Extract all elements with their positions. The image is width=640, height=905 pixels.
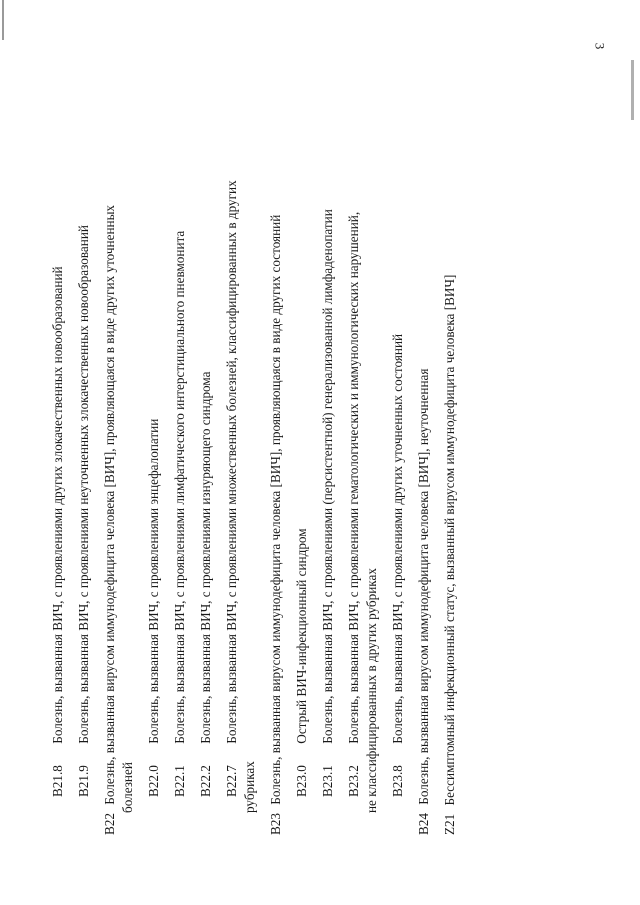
- item-text: Болезнь, вызванная ВИЧ, с проявлениями изнуряющего синдрома: [198, 371, 213, 744]
- item-code: B22: [102, 813, 117, 835]
- list-item: [294, 528, 310, 797]
- code-list: [50, 35, 520, 835]
- list-item: [442, 275, 458, 835]
- list-item: [268, 215, 284, 835]
- list-item: [346, 212, 362, 797]
- page-number: 3: [592, 42, 608, 50]
- item-text: Бессимптомный инфекционный статус, вызванный вирусом иммунодефицита человека [ВИЧ]: [442, 274, 457, 806]
- item-code: Z21: [442, 813, 457, 835]
- item-code: B21.8: [50, 765, 65, 797]
- list-item: [50, 266, 66, 797]
- item-code: B22.1: [172, 765, 187, 797]
- item-text: Болезнь, вызванная ВИЧ, с проявлениями других уточненных состояний: [390, 333, 405, 744]
- scan-edge-mark: [631, 60, 634, 120]
- item-code: B23: [268, 813, 283, 835]
- list-item-continuation: [242, 761, 258, 813]
- item-text: Болезнь, вызванная вирусом иммунодефицита человека [ВИЧ], проявляющаяся в виде других состояний: [268, 214, 283, 805]
- scan-edge-mark: [2, 0, 4, 40]
- list-item: [320, 209, 336, 797]
- item-text: Болезнь, вызванная ВИЧ, с проявлениями энцефалопатии: [146, 418, 161, 744]
- item-code: B22.0: [146, 765, 161, 797]
- list-item: [146, 419, 162, 797]
- list-item: [416, 369, 432, 835]
- item-text: Болезнь, вызванная ВИЧ, с проявлениями других злокачественных новообразований: [50, 266, 65, 744]
- item-code: B22.7: [224, 765, 239, 797]
- item-code: B23.8: [390, 765, 405, 797]
- item-text: Острый ВИЧ-инфекционный синдром: [294, 528, 309, 744]
- list-item: [390, 334, 406, 797]
- item-text: Болезнь, вызванная ВИЧ, с проявлениями множественных болезней, классифицированных в других: [224, 180, 239, 744]
- list-item-continuation: [364, 568, 380, 813]
- item-code: B22.2: [198, 765, 213, 797]
- item-code: B24: [416, 813, 431, 835]
- item-text: Болезнь, вызванная вирусом иммунодефицита человека [ВИЧ], проявляющаяся в виде других уточненных: [102, 204, 117, 805]
- item-code: B21.9: [76, 765, 91, 797]
- list-item: [172, 231, 188, 797]
- list-item: [76, 225, 92, 797]
- item-code: B23.1: [320, 765, 335, 797]
- item-text: Болезнь, вызванная ВИЧ, с проявлениями (персистентной) генерализованной лимфаденопатии: [320, 209, 335, 744]
- list-item-continuation: [120, 762, 136, 813]
- list-item: [102, 205, 118, 835]
- item-text: Болезнь, вызванная ВИЧ, с проявлениями гематологических и иммунологических нарушений,: [346, 211, 361, 744]
- item-text: Болезнь, вызванная ВИЧ, с проявлениями лимфатического интерстициального пневмонита: [172, 230, 187, 744]
- list-item: [224, 180, 240, 797]
- item-text: Болезнь, вызванная ВИЧ, с проявлениями неуточненных злокачественных новообразований: [76, 225, 91, 744]
- item-text-continuation: болезней: [120, 762, 135, 813]
- item-text-continuation: рубриках: [242, 761, 257, 813]
- item-text: Болезнь, вызванная вирусом иммунодефицита человека [ВИЧ], неуточненная: [416, 368, 431, 805]
- list-item: [198, 372, 214, 797]
- item-code: B23.2: [346, 765, 361, 797]
- item-code: B23.0: [294, 765, 309, 797]
- item-text-continuation: не классифицированных в других рубриках: [364, 568, 379, 813]
